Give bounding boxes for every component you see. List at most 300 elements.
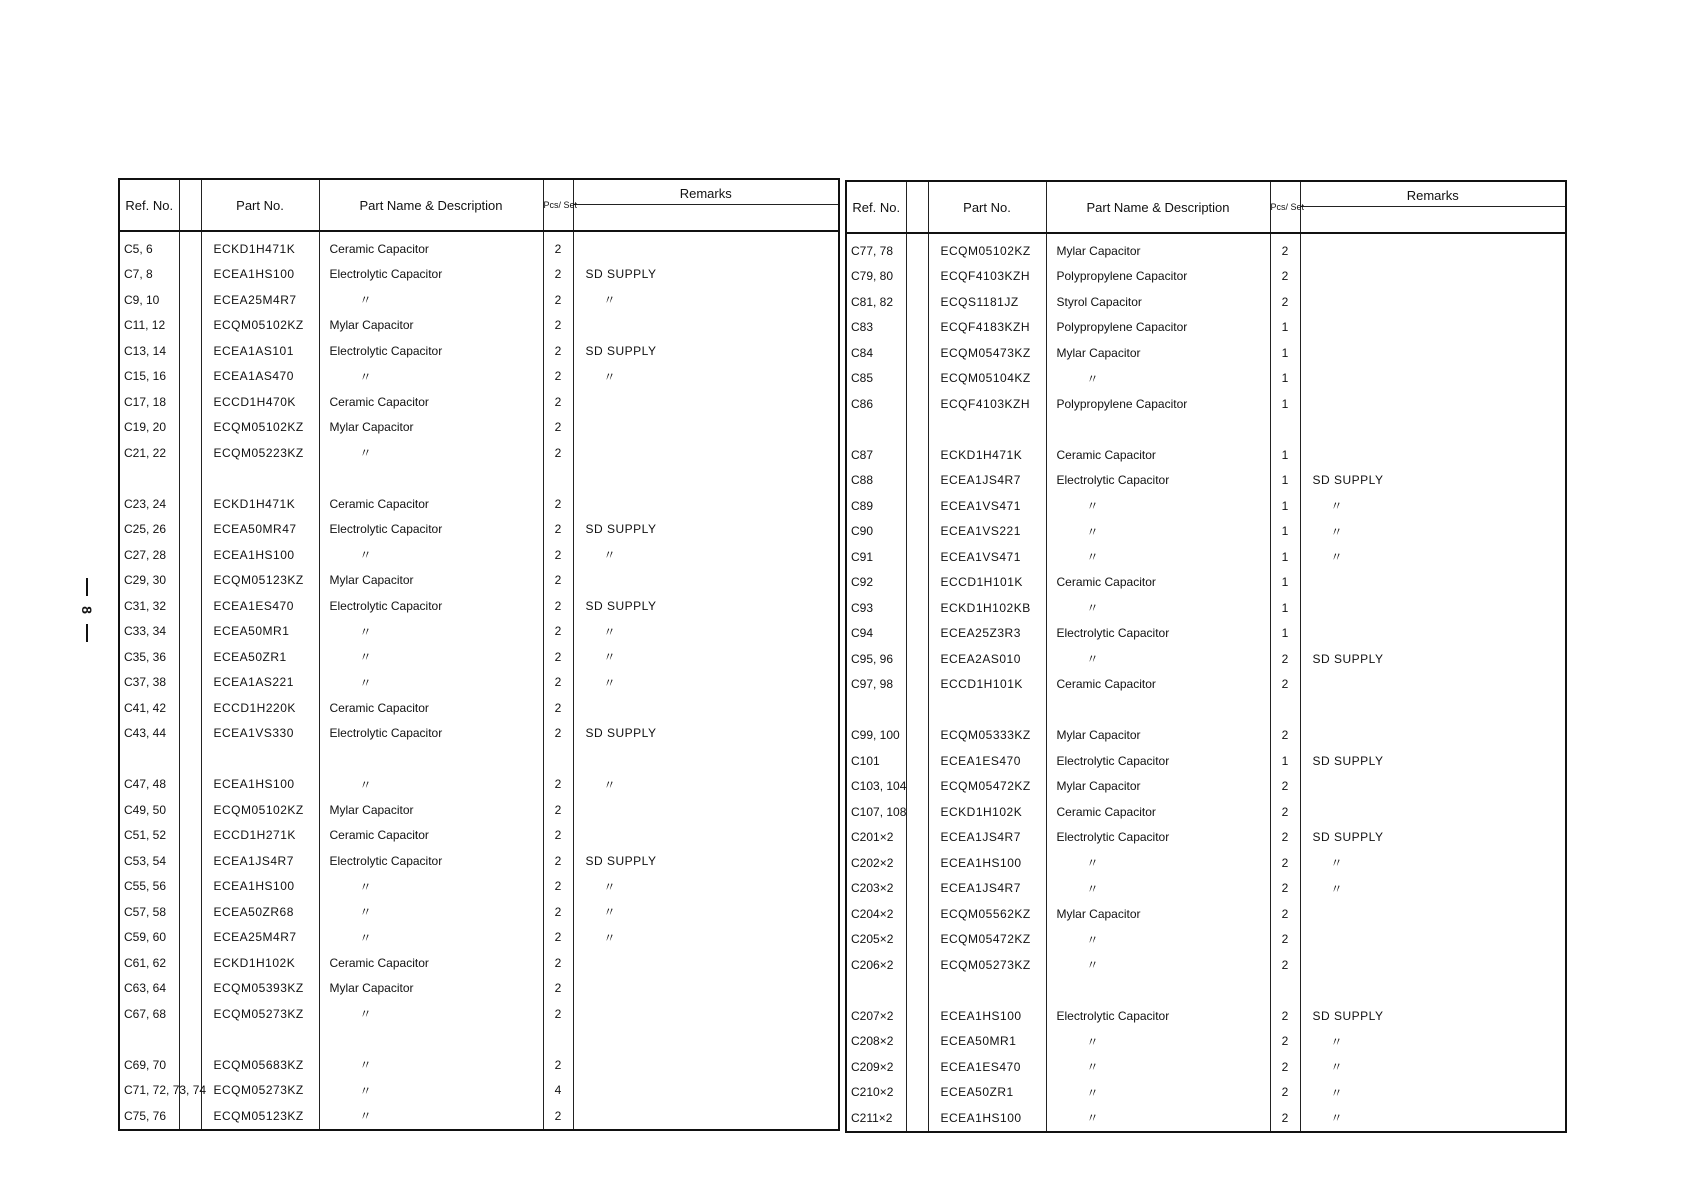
table-row	[119, 491, 839, 517]
remarks-cell: 〃	[1300, 876, 1566, 902]
pcs-cell	[543, 746, 573, 772]
pcs-cell: 2	[543, 440, 573, 466]
spacer-cell	[179, 593, 201, 619]
ref-no-cell: C59, 60	[119, 925, 179, 951]
part-name-cell: 〃	[319, 1103, 543, 1130]
part-no-cell	[201, 746, 319, 772]
spacer-cell	[906, 1105, 928, 1132]
pcs-cell: 2	[543, 848, 573, 874]
ref-no-cell: C97, 98	[846, 672, 906, 698]
remarks-cell: SD SUPPLY	[1300, 825, 1566, 851]
part-no-cell: ECEA1JS4R7	[928, 876, 1046, 902]
pcs-cell: 2	[543, 823, 573, 849]
remarks-cell	[573, 976, 839, 1002]
spacer-cell	[179, 440, 201, 466]
header-part-no: Part No.	[201, 179, 319, 231]
part-no-cell: ECEA1JS4R7	[201, 848, 319, 874]
table-row	[119, 568, 839, 594]
spacer-cell	[179, 1103, 201, 1130]
ref-no-cell: C99, 100	[846, 723, 906, 749]
table-row	[846, 952, 1566, 978]
spacer-cell	[906, 927, 928, 953]
remarks-cell: 〃	[573, 772, 839, 798]
pcs-cell: 2	[543, 644, 573, 670]
remarks-cell: 〃	[573, 925, 839, 951]
table-row	[846, 1105, 1566, 1132]
ref-no-cell: C37, 38	[119, 670, 179, 696]
remarks-divider	[574, 204, 839, 205]
parts-table-right	[845, 180, 1567, 1133]
remarks-cell	[573, 1078, 839, 1104]
ref-no-cell: C41, 42	[119, 695, 179, 721]
remarks-cell: SD SUPPLY	[573, 338, 839, 364]
part-name-cell: 〃	[1046, 952, 1270, 978]
table-row	[119, 313, 839, 339]
remarks-cell	[573, 950, 839, 976]
spacer-cell	[179, 746, 201, 772]
part-no-cell: ECEA1AS470	[201, 364, 319, 390]
pcs-cell: 2	[543, 338, 573, 364]
spacer-cell	[179, 797, 201, 823]
parts-table-left	[118, 178, 840, 1131]
part-no-cell: ECQM05102KZ	[928, 233, 1046, 264]
ref-no-cell: C19, 20	[119, 415, 179, 441]
ref-no-cell: C94	[846, 621, 906, 647]
part-name-cell: Mylar Capacitor	[319, 976, 543, 1002]
part-name-cell: 〃	[319, 287, 543, 313]
table-row	[846, 825, 1566, 851]
remarks-cell: SD SUPPLY	[1300, 1003, 1566, 1029]
pcs-cell: 1	[1270, 519, 1300, 545]
pcs-cell: 2	[543, 695, 573, 721]
spacer-cell	[906, 442, 928, 468]
ref-no-cell: C57, 58	[119, 899, 179, 925]
spacer-cell	[906, 233, 928, 264]
remarks-cell: SD SUPPLY	[1300, 468, 1566, 494]
remarks-cell	[1300, 442, 1566, 468]
ref-no-cell: C5, 6	[119, 231, 179, 262]
spacer-cell	[179, 619, 201, 645]
pcs-cell: 2	[1270, 799, 1300, 825]
ref-no-cell: C29, 30	[119, 568, 179, 594]
header-pcs-set: Pcs/ Set	[1270, 181, 1300, 233]
ref-no-cell: C107, 108	[846, 799, 906, 825]
ref-no-cell	[846, 417, 906, 443]
spacer-cell	[906, 570, 928, 596]
table-row	[846, 417, 1566, 443]
part-name-cell: Electrolytic Capacitor	[319, 338, 543, 364]
ref-no-cell: C13, 14	[119, 338, 179, 364]
table-row	[846, 493, 1566, 519]
spacer-cell	[179, 721, 201, 747]
part-name-cell: 〃	[319, 1052, 543, 1078]
part-name-cell: 〃	[319, 899, 543, 925]
part-name-cell	[1046, 417, 1270, 443]
remarks-cell	[1300, 570, 1566, 596]
ref-no-cell: C207×2	[846, 1003, 906, 1029]
ref-no-cell: C202×2	[846, 850, 906, 876]
part-no-cell: ECQM05273KZ	[201, 1001, 319, 1027]
part-name-cell: 〃	[319, 1078, 543, 1104]
spacer-cell	[906, 646, 928, 672]
remarks-cell	[573, 231, 839, 262]
table-row	[119, 262, 839, 288]
pcs-cell: 1	[1270, 570, 1300, 596]
part-name-cell: Mylar Capacitor	[319, 415, 543, 441]
part-no-cell: ECCD1H271K	[201, 823, 319, 849]
part-no-cell: ECEA1VS330	[201, 721, 319, 747]
table-row	[846, 340, 1566, 366]
part-no-cell: ECEA1HS100	[928, 850, 1046, 876]
table-row	[846, 799, 1566, 825]
part-name-cell: 〃	[1046, 1029, 1270, 1055]
pcs-cell: 2	[1270, 825, 1300, 851]
pcs-cell: 2	[543, 364, 573, 390]
remarks-cell	[1300, 952, 1566, 978]
pcs-cell: 2	[543, 1001, 573, 1027]
part-name-cell: 〃	[1046, 519, 1270, 545]
part-name-cell: 〃	[1046, 595, 1270, 621]
ref-no-cell: C203×2	[846, 876, 906, 902]
remarks-cell: 〃	[573, 899, 839, 925]
pcs-cell: 1	[1270, 366, 1300, 392]
remarks-cell	[573, 1027, 839, 1053]
ref-no-cell	[846, 978, 906, 1004]
part-name-cell: 〃	[319, 619, 543, 645]
part-no-cell: ECCD1H470K	[201, 389, 319, 415]
ref-no-cell: C9, 10	[119, 287, 179, 313]
part-name-cell	[319, 1027, 543, 1053]
remarks-cell	[1300, 315, 1566, 341]
pcs-cell	[1270, 417, 1300, 443]
pcs-cell: 2	[543, 772, 573, 798]
part-name-cell: Mylar Capacitor	[319, 313, 543, 339]
ref-no-cell: C84	[846, 340, 906, 366]
ref-no-cell: C210×2	[846, 1080, 906, 1106]
part-name-cell: Polypropylene Capacitor	[1046, 315, 1270, 341]
pcs-cell	[1270, 978, 1300, 1004]
ref-no-cell: C88	[846, 468, 906, 494]
spacer-cell	[179, 338, 201, 364]
part-no-cell: ECKD1H471K	[928, 442, 1046, 468]
remarks-cell	[573, 313, 839, 339]
part-name-cell: Electrolytic Capacitor	[319, 593, 543, 619]
header-remarks	[1300, 181, 1566, 233]
table-row	[119, 1052, 839, 1078]
part-name-cell: 〃	[319, 670, 543, 696]
spacer-cell	[906, 697, 928, 723]
header-part-name: Part Name & Description	[319, 179, 543, 231]
part-no-cell: ECQF4183KZH	[928, 315, 1046, 341]
part-no-cell: ECEA50MR1	[201, 619, 319, 645]
ref-no-cell: C61, 62	[119, 950, 179, 976]
table-row	[846, 1003, 1566, 1029]
pcs-cell: 2	[543, 542, 573, 568]
table-row	[846, 672, 1566, 698]
part-no-cell	[928, 417, 1046, 443]
table-row	[119, 287, 839, 313]
spacer-cell	[179, 542, 201, 568]
part-no-cell: ECEA1HS100	[928, 1105, 1046, 1132]
spacer-cell	[179, 313, 201, 339]
table-row	[119, 976, 839, 1002]
ref-no-cell: C86	[846, 391, 906, 417]
page-marker-dash-bottom	[86, 624, 88, 642]
ref-no-cell: C33, 34	[119, 619, 179, 645]
spacer-cell	[179, 644, 201, 670]
pcs-cell: 1	[1270, 748, 1300, 774]
spacer-cell	[179, 670, 201, 696]
header-pcs-set: Pcs/ Set	[543, 179, 573, 231]
ref-no-cell: C17, 18	[119, 389, 179, 415]
part-name-cell: 〃	[319, 440, 543, 466]
pcs-cell: 2	[1270, 1029, 1300, 1055]
remarks-cell: 〃	[1300, 493, 1566, 519]
pcs-cell: 2	[1270, 1054, 1300, 1080]
table-row	[846, 570, 1566, 596]
remarks-cell	[1300, 697, 1566, 723]
part-no-cell: ECEA1JS4R7	[928, 825, 1046, 851]
part-no-cell: ECQM05273KZ	[928, 952, 1046, 978]
part-name-cell	[319, 746, 543, 772]
ref-no-cell: C83	[846, 315, 906, 341]
part-no-cell	[201, 1027, 319, 1053]
part-no-cell: ECEA1VS471	[928, 493, 1046, 519]
spacer-cell	[906, 825, 928, 851]
part-no-cell: ECQF4103KZH	[928, 264, 1046, 290]
table-row	[119, 231, 839, 262]
table-row	[119, 389, 839, 415]
remarks-cell: 〃	[1300, 519, 1566, 545]
part-name-cell: Ceramic Capacitor	[319, 950, 543, 976]
part-name-cell: Electrolytic Capacitor	[319, 262, 543, 288]
part-name-cell: Electrolytic Capacitor	[1046, 621, 1270, 647]
part-no-cell: ECQM05473KZ	[928, 340, 1046, 366]
pcs-cell: 1	[1270, 442, 1300, 468]
ref-no-cell: C206×2	[846, 952, 906, 978]
remarks-cell	[1300, 233, 1566, 264]
table-header-row	[119, 179, 839, 231]
remarks-cell	[573, 466, 839, 492]
pcs-cell: 2	[543, 721, 573, 747]
table-row	[119, 338, 839, 364]
pcs-cell: 2	[543, 925, 573, 951]
spacer-cell	[179, 231, 201, 262]
pcs-cell: 2	[1270, 723, 1300, 749]
part-name-cell: Mylar Capacitor	[319, 797, 543, 823]
part-name-cell: 〃	[319, 364, 543, 390]
ref-no-cell: C67, 68	[119, 1001, 179, 1027]
ref-no-cell: C11, 12	[119, 313, 179, 339]
table-row	[846, 646, 1566, 672]
part-no-cell: ECKD1H102KB	[928, 595, 1046, 621]
part-no-cell: ECEA25M4R7	[201, 287, 319, 313]
header-ref-no: Ref. No.	[119, 179, 179, 231]
part-name-cell: Ceramic Capacitor	[319, 389, 543, 415]
pcs-cell: 2	[1270, 774, 1300, 800]
remarks-cell	[1300, 391, 1566, 417]
ref-no-cell	[846, 697, 906, 723]
remarks-cell	[573, 1103, 839, 1130]
remarks-cell	[573, 389, 839, 415]
pcs-cell: 2	[1270, 264, 1300, 290]
table-row	[846, 544, 1566, 570]
pcs-cell: 2	[543, 568, 573, 594]
part-name-cell: Mylar Capacitor	[1046, 901, 1270, 927]
part-no-cell: ECEA1ES470	[928, 1054, 1046, 1080]
ref-no-cell	[119, 746, 179, 772]
pcs-cell	[543, 1027, 573, 1053]
part-no-cell: ECCD1H101K	[928, 672, 1046, 698]
remarks-cell: SD SUPPLY	[573, 593, 839, 619]
spacer-cell	[906, 519, 928, 545]
ref-no-cell: C47, 48	[119, 772, 179, 798]
pcs-cell: 4	[543, 1078, 573, 1104]
part-name-cell: Mylar Capacitor	[1046, 233, 1270, 264]
ref-no-cell: C25, 26	[119, 517, 179, 543]
part-no-cell	[928, 978, 1046, 1004]
spacer-cell	[906, 544, 928, 570]
pcs-cell: 2	[1270, 233, 1300, 264]
remarks-cell	[573, 823, 839, 849]
ref-no-cell: C93	[846, 595, 906, 621]
table-row	[846, 1054, 1566, 1080]
pcs-cell: 2	[543, 313, 573, 339]
part-name-cell: Ceramic Capacitor	[1046, 442, 1270, 468]
part-name-cell: Ceramic Capacitor	[319, 491, 543, 517]
ref-no-cell: C49, 50	[119, 797, 179, 823]
part-name-cell: Ceramic Capacitor	[1046, 672, 1270, 698]
part-no-cell: ECEA1VS221	[928, 519, 1046, 545]
ref-no-cell: C51, 52	[119, 823, 179, 849]
part-no-cell: ECKD1H102K	[928, 799, 1046, 825]
header-remarks-label: Remarks	[679, 186, 732, 201]
table-row	[119, 466, 839, 492]
part-name-cell: 〃	[1046, 1080, 1270, 1106]
pcs-cell: 2	[543, 950, 573, 976]
part-no-cell: ECEA25Z3R3	[928, 621, 1046, 647]
page-number-marker	[80, 578, 94, 648]
pcs-cell	[1270, 697, 1300, 723]
part-no-cell	[201, 466, 319, 492]
spacer-cell	[179, 1052, 201, 1078]
remarks-cell	[1300, 417, 1566, 443]
header-part-no: Part No.	[928, 181, 1046, 233]
ref-no-cell: C208×2	[846, 1029, 906, 1055]
part-no-cell: ECQM05472KZ	[928, 927, 1046, 953]
pcs-cell: 2	[543, 287, 573, 313]
spacer-cell	[906, 850, 928, 876]
ref-no-cell: C204×2	[846, 901, 906, 927]
spacer-cell	[179, 568, 201, 594]
remarks-cell	[1300, 621, 1566, 647]
ref-no-cell: C75, 76	[119, 1103, 179, 1130]
spacer-cell	[906, 774, 928, 800]
remarks-cell	[573, 491, 839, 517]
table-row	[846, 621, 1566, 647]
pcs-cell: 2	[543, 491, 573, 517]
ref-no-cell: C71, 72, 73, 74	[119, 1078, 179, 1104]
table-row	[119, 950, 839, 976]
ref-no-cell: C103, 104	[846, 774, 906, 800]
remarks-cell	[573, 1001, 839, 1027]
part-name-cell: Electrolytic Capacitor	[319, 721, 543, 747]
pcs-cell: 2	[543, 670, 573, 696]
remarks-cell: 〃	[573, 874, 839, 900]
part-name-cell: Ceramic Capacitor	[319, 823, 543, 849]
ref-no-cell: C53, 54	[119, 848, 179, 874]
part-name-cell: Ceramic Capacitor	[319, 695, 543, 721]
table-row	[119, 364, 839, 390]
part-name-cell: Ceramic Capacitor	[319, 231, 543, 262]
part-no-cell: ECQM05472KZ	[928, 774, 1046, 800]
table-row	[119, 899, 839, 925]
part-no-cell: ECQS1181JZ	[928, 289, 1046, 315]
remarks-cell	[1300, 799, 1566, 825]
table-header-row	[846, 181, 1566, 233]
spacer-cell	[906, 876, 928, 902]
remarks-cell	[1300, 289, 1566, 315]
pcs-cell: 2	[543, 231, 573, 262]
pcs-cell: 2	[543, 389, 573, 415]
table-row	[846, 468, 1566, 494]
spacer-cell	[906, 493, 928, 519]
part-name-cell: 〃	[1046, 1105, 1270, 1132]
part-name-cell	[1046, 697, 1270, 723]
remarks-cell	[573, 746, 839, 772]
part-no-cell: ECEA50MR1	[928, 1029, 1046, 1055]
pcs-cell: 2	[543, 593, 573, 619]
table-row	[119, 670, 839, 696]
table-row	[846, 876, 1566, 902]
part-no-cell: ECKD1H471K	[201, 491, 319, 517]
part-no-cell: ECQM05333KZ	[928, 723, 1046, 749]
part-no-cell: ECQM05562KZ	[928, 901, 1046, 927]
spacer-cell	[179, 695, 201, 721]
part-no-cell: ECEA1AS101	[201, 338, 319, 364]
pcs-cell: 2	[543, 874, 573, 900]
part-name-cell: 〃	[319, 1001, 543, 1027]
part-name-cell: 〃	[319, 925, 543, 951]
part-name-cell: 〃	[1046, 876, 1270, 902]
pcs-cell: 1	[1270, 391, 1300, 417]
table-row	[119, 517, 839, 543]
part-no-cell: ECQM05102KZ	[201, 313, 319, 339]
page-number: 8	[78, 606, 95, 614]
table-row	[119, 874, 839, 900]
pcs-cell: 1	[1270, 315, 1300, 341]
spacer-cell	[906, 672, 928, 698]
remarks-cell	[573, 1052, 839, 1078]
spacer-cell	[179, 262, 201, 288]
table-row	[846, 774, 1566, 800]
table-row	[846, 519, 1566, 545]
part-no-cell: ECQM05104KZ	[928, 366, 1046, 392]
pcs-cell: 1	[1270, 468, 1300, 494]
table-row	[846, 697, 1566, 723]
table-row	[846, 723, 1566, 749]
remarks-cell	[1300, 366, 1566, 392]
pcs-cell: 1	[1270, 544, 1300, 570]
remarks-divider	[1301, 206, 1566, 207]
ref-no-cell: C95, 96	[846, 646, 906, 672]
part-name-cell: 〃	[1046, 366, 1270, 392]
remarks-cell: SD SUPPLY	[573, 517, 839, 543]
part-name-cell: 〃	[319, 874, 543, 900]
part-no-cell: ECQM05683KZ	[201, 1052, 319, 1078]
remarks-cell: 〃	[573, 644, 839, 670]
table-row	[846, 442, 1566, 468]
